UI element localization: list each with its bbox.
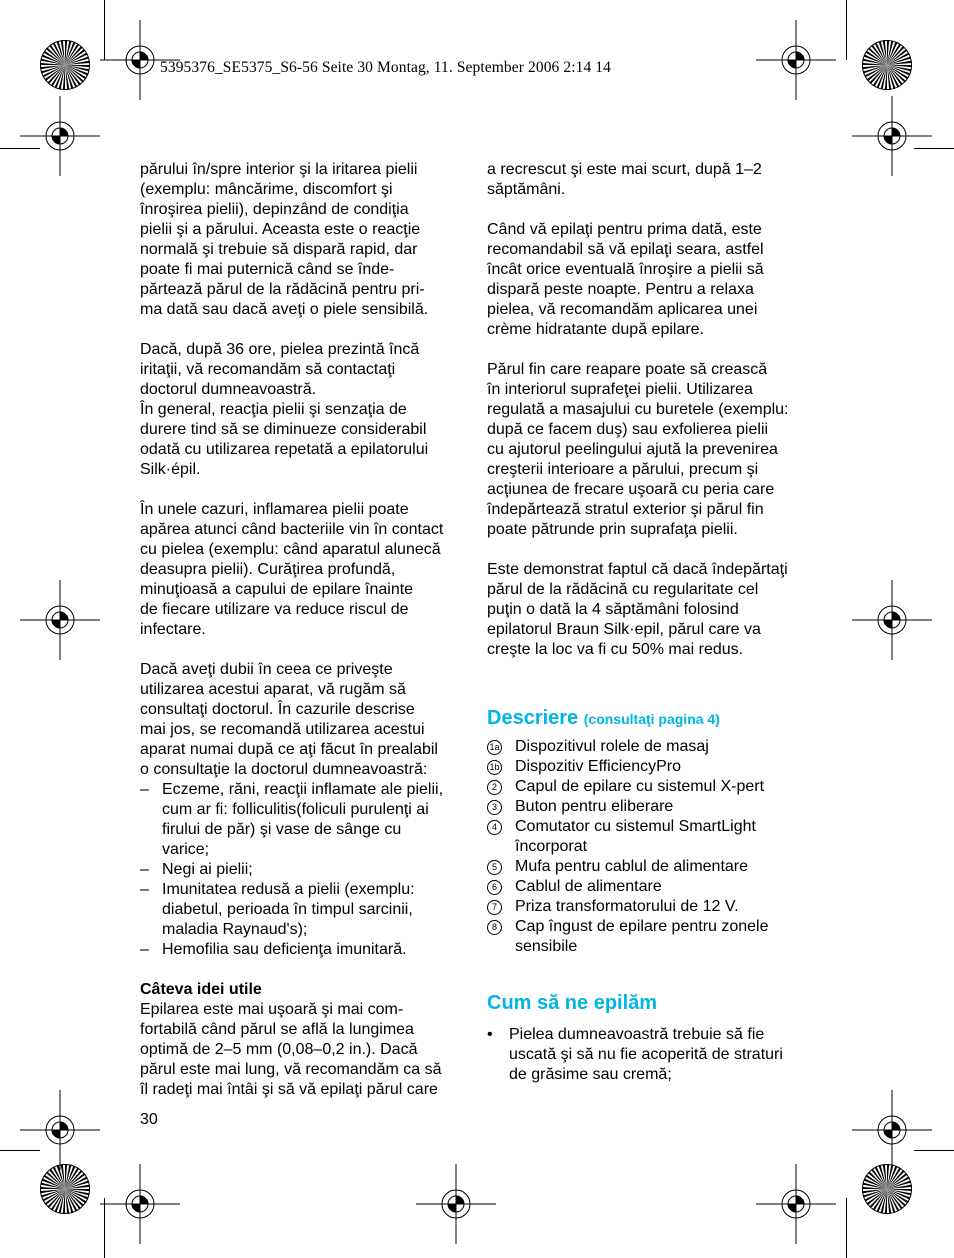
text-line: utilizarea acestui aparat, vă rugăm să: [140, 681, 406, 698]
registration-mark-icon: [852, 580, 932, 660]
registration-mark-icon: [20, 580, 100, 660]
part-number-badge: 8: [487, 920, 502, 935]
text-line: încât orice eventuală înroşire a pielii să: [487, 261, 764, 278]
text-line: puţin o dată la 4 săptămâni folosind: [487, 601, 739, 618]
text-line: Când vă epilaţi pentru prima dată, este: [487, 221, 762, 238]
text-line: Buton pentru eliberare: [515, 798, 674, 815]
text-line: după ce facem duş) sau exfolierea pielii: [487, 421, 769, 438]
text-line: cu pielea (exemplu: când aparatul alunecă: [140, 541, 441, 558]
left-column: [140, 160, 470, 1100]
text-line: normală şi trebuie să dispară rapid, dar: [140, 241, 418, 258]
part-number-badge: 7: [487, 900, 502, 915]
dash-marker: –: [140, 781, 149, 798]
paragraph: [487, 220, 817, 340]
text-line: poate fi mai puternică când se înde-: [140, 261, 395, 278]
part-number-badge: 2: [487, 780, 502, 795]
part-item: [487, 857, 817, 877]
registration-mark-icon: [756, 1164, 836, 1244]
bullet-marker: •: [487, 1026, 493, 1043]
paragraph: [140, 340, 470, 480]
part-item: [487, 777, 817, 797]
text-line: acţiunea de frecare uşoară cu peria care: [487, 481, 775, 498]
registration-mark-icon: [852, 1090, 932, 1170]
text-line: Hemofilia sau deficienţa imunitară.: [162, 941, 407, 958]
registration-mark-icon: [416, 1164, 496, 1244]
text-line: mai jos, se recomandă utilizarea acestui: [140, 721, 425, 738]
registration-mark-icon: [100, 1164, 180, 1244]
text-line: părului în/spre interior şi la iritarea pielii: [140, 161, 418, 178]
dash-marker: –: [140, 941, 149, 958]
text-line: Dispozitivul rolele de masaj: [515, 738, 709, 755]
text-line: Negi ai pielii;: [162, 861, 253, 878]
text-line: În general, reacţia pielii şi senzaţia de: [140, 401, 407, 418]
text-line: Silk·épil.: [140, 461, 201, 478]
part-number-badge: 5: [487, 860, 502, 875]
bullet-item: [487, 1025, 817, 1085]
paragraph: [487, 160, 817, 200]
text-line: apărea atunci când bacteriile vin în contact: [140, 521, 444, 538]
parts-list: [487, 737, 817, 957]
text-line: doctorul dumneavoastră.: [140, 381, 317, 398]
paragraph: [140, 660, 470, 780]
text-line: îl radeţi mai întâi şi să vă epilaţi părul care: [140, 1081, 438, 1098]
text-line: diabetul, perioada în timpul sarcinii,: [162, 901, 413, 918]
text-line: odată cu utilizarea repetată a epilatorului: [140, 441, 429, 458]
text-line: epilatorul Braun Silk·epil, părul care va: [487, 621, 761, 638]
text-line: creşterii interioare a părului, precum şi: [487, 461, 759, 478]
text-line: cum ar fi: folliculitis(foliculi purulenţi ai: [162, 801, 429, 818]
part-item: [487, 737, 817, 757]
text-line: săptămâni.: [487, 181, 566, 198]
text-line: minuţioasă a capului de epilare înainte: [140, 581, 414, 598]
part-number-badge: 3: [487, 800, 502, 815]
part-number-badge: 1b: [487, 760, 502, 775]
text-line: aparat numai după ce aţi făcut în prealabil: [140, 741, 438, 758]
heading-subtext: (consultaţi pagina 4): [583, 711, 720, 727]
text-line: o consultaţie la doctorul dumneavoastră:: [140, 761, 428, 778]
text-line: recomandabil să vă epilaţi seara, astfel: [487, 241, 764, 258]
list-item: [140, 940, 470, 960]
paragraph: [140, 1000, 470, 1100]
text-line: pielii şi a părului. Aceasta este o reacţie: [140, 221, 421, 238]
part-item: [487, 757, 817, 777]
text-line: Cablul de alimentare: [515, 878, 662, 895]
text-line: varice;: [162, 841, 210, 858]
paragraph: [487, 560, 817, 660]
text-line: a recrescut şi este mai scurt, după 1–2: [487, 161, 762, 178]
list-item: [140, 880, 470, 940]
text-line: uscată şi să nu fie acoperită de straturi: [509, 1046, 783, 1063]
text-line: ma dată sau dacă aveţi o piele sensibilă.: [140, 301, 429, 318]
part-number-badge: 4: [487, 820, 502, 835]
section-heading: [487, 706, 817, 731]
text-line: Părul fin care reapare poate să crească: [487, 361, 768, 378]
paragraph: [487, 360, 817, 540]
part-item: [487, 897, 817, 917]
text-line: de grăsime sau cremă;: [509, 1066, 672, 1083]
part-item: [487, 877, 817, 897]
text-line: Dispozitiv EfficiencyPro: [515, 758, 681, 775]
text-line: părtează părul de la rădăcină pentru pri-: [140, 281, 425, 298]
crop-line: [846, 0, 847, 60]
text-line: Este demonstrat faptul că dacă îndepărtaţi: [487, 561, 788, 578]
text-line: părul este mai lung, vă recomandăm ca să: [140, 1061, 442, 1078]
text-line: consultaţi doctorul. În cazurile descrise: [140, 701, 415, 718]
starburst-target-icon: [40, 40, 90, 90]
text-line: Epilarea este mai uşoară şi mai com-: [140, 1001, 404, 1018]
registration-mark-icon: [20, 1090, 100, 1170]
text-line: Pielea dumneavoastră trebuie să fie: [509, 1026, 765, 1043]
dash-marker: –: [140, 861, 149, 878]
text-line: Eczeme, răni, reacţii inflamate ale pielii,: [162, 781, 444, 798]
text-line: În unele cazuri, inflamarea pielii poate: [140, 501, 409, 518]
list-item: [140, 860, 470, 880]
text-line: firului de păr) şi vase de sânge cu: [162, 821, 402, 838]
text-line: Mufa pentru cablul de alimentare: [515, 858, 749, 875]
text-line: încorporat: [515, 838, 588, 855]
text-line: crème hidratante după epilare.: [487, 321, 705, 338]
starburst-target-icon: [862, 1164, 912, 1214]
text-line: optimă de 2–5 mm (0,08–0,2 in.). Dacă: [140, 1041, 418, 1058]
text-line: înroşirea pielii), depinzând de condiţia: [140, 201, 409, 218]
text-line: durere tind să se diminueze considerabil: [140, 421, 427, 438]
text-line: iritaţii, vă recomandăm să contactaţi: [140, 361, 396, 378]
starburst-target-icon: [40, 1164, 90, 1214]
text-line: de fiecare utilizare va reduce riscul de: [140, 601, 409, 618]
text-line: Priza transformatorului de 12 V.: [515, 898, 739, 915]
registration-mark-icon: [852, 96, 932, 176]
text-line: Comutator cu sistemul SmartLight: [515, 818, 756, 835]
registration-mark-icon: [756, 20, 836, 100]
paragraph: [140, 160, 470, 320]
part-number-badge: 1a: [487, 740, 502, 755]
text-line: părul de la rădăcină cu regularitate cel: [487, 581, 759, 598]
dash-marker: –: [140, 881, 149, 898]
text-line: sensibile: [515, 938, 578, 955]
bullet-list: [487, 1025, 817, 1085]
paragraph: [140, 500, 470, 640]
part-item: [487, 797, 817, 817]
text-line: Dacă, după 36 ore, pielea prezintă încă: [140, 341, 420, 358]
text-line: îndepărtează stratul exterior şi părul fin: [487, 501, 764, 518]
page-number: 30: [140, 1111, 158, 1128]
text-line: cu ajutorul peelingului ajută la prevenirea: [487, 441, 778, 458]
text-line: în interiorul suprafeţei pielii. Utilizarea: [487, 381, 753, 398]
registration-mark-icon: [20, 96, 100, 176]
text-line: poate pătrunde prin suprafaţa pielii.: [487, 521, 738, 538]
part-number-badge: 6: [487, 880, 502, 895]
list-item: [140, 780, 470, 860]
right-column: [487, 160, 817, 1085]
print-header: 5395376_SE5375_S6-56 Seite 30 Montag, 11. September 2006 2:14 14: [160, 59, 611, 76]
part-item: [487, 917, 817, 957]
starburst-target-icon: [862, 40, 912, 90]
text-line: Cap îngust de epilare pentru zonele: [515, 918, 769, 935]
text-line: regulată a masajului cu buretele (exemplu:: [487, 401, 789, 418]
part-item: [487, 817, 817, 857]
text-line: creşte la loc va fi cu 50% mai redus.: [487, 641, 744, 658]
section-heading: Cum să ne epilăm: [487, 992, 658, 1014]
crop-line: [846, 1198, 847, 1258]
text-line: deasupra pielii). Curăţirea profundă,: [140, 561, 396, 578]
text-line: (exemplu: mâncărime, discomfort şi: [140, 181, 393, 198]
contraindication-list: [140, 780, 470, 960]
text-line: fortabilă când părul se află la lungimea: [140, 1021, 414, 1038]
heading-text: Descriere: [487, 707, 579, 729]
text-line: maladia Raynaud's);: [162, 921, 308, 938]
text-line: Dacă aveţi dubii în ceea ce priveşte: [140, 661, 393, 678]
text-line: Imunitatea redusă a pielii (exemplu:: [162, 881, 415, 898]
text-line: dispară peste noapte. Pentru a relaxa: [487, 281, 754, 298]
tips-title: Câteva idei utile: [140, 981, 262, 998]
text-line: infectare.: [140, 621, 206, 638]
text-line: Capul de epilare cu sistemul X-pert: [515, 778, 765, 795]
text-line: pielea, vă recomandăm aplicarea unei: [487, 301, 758, 318]
